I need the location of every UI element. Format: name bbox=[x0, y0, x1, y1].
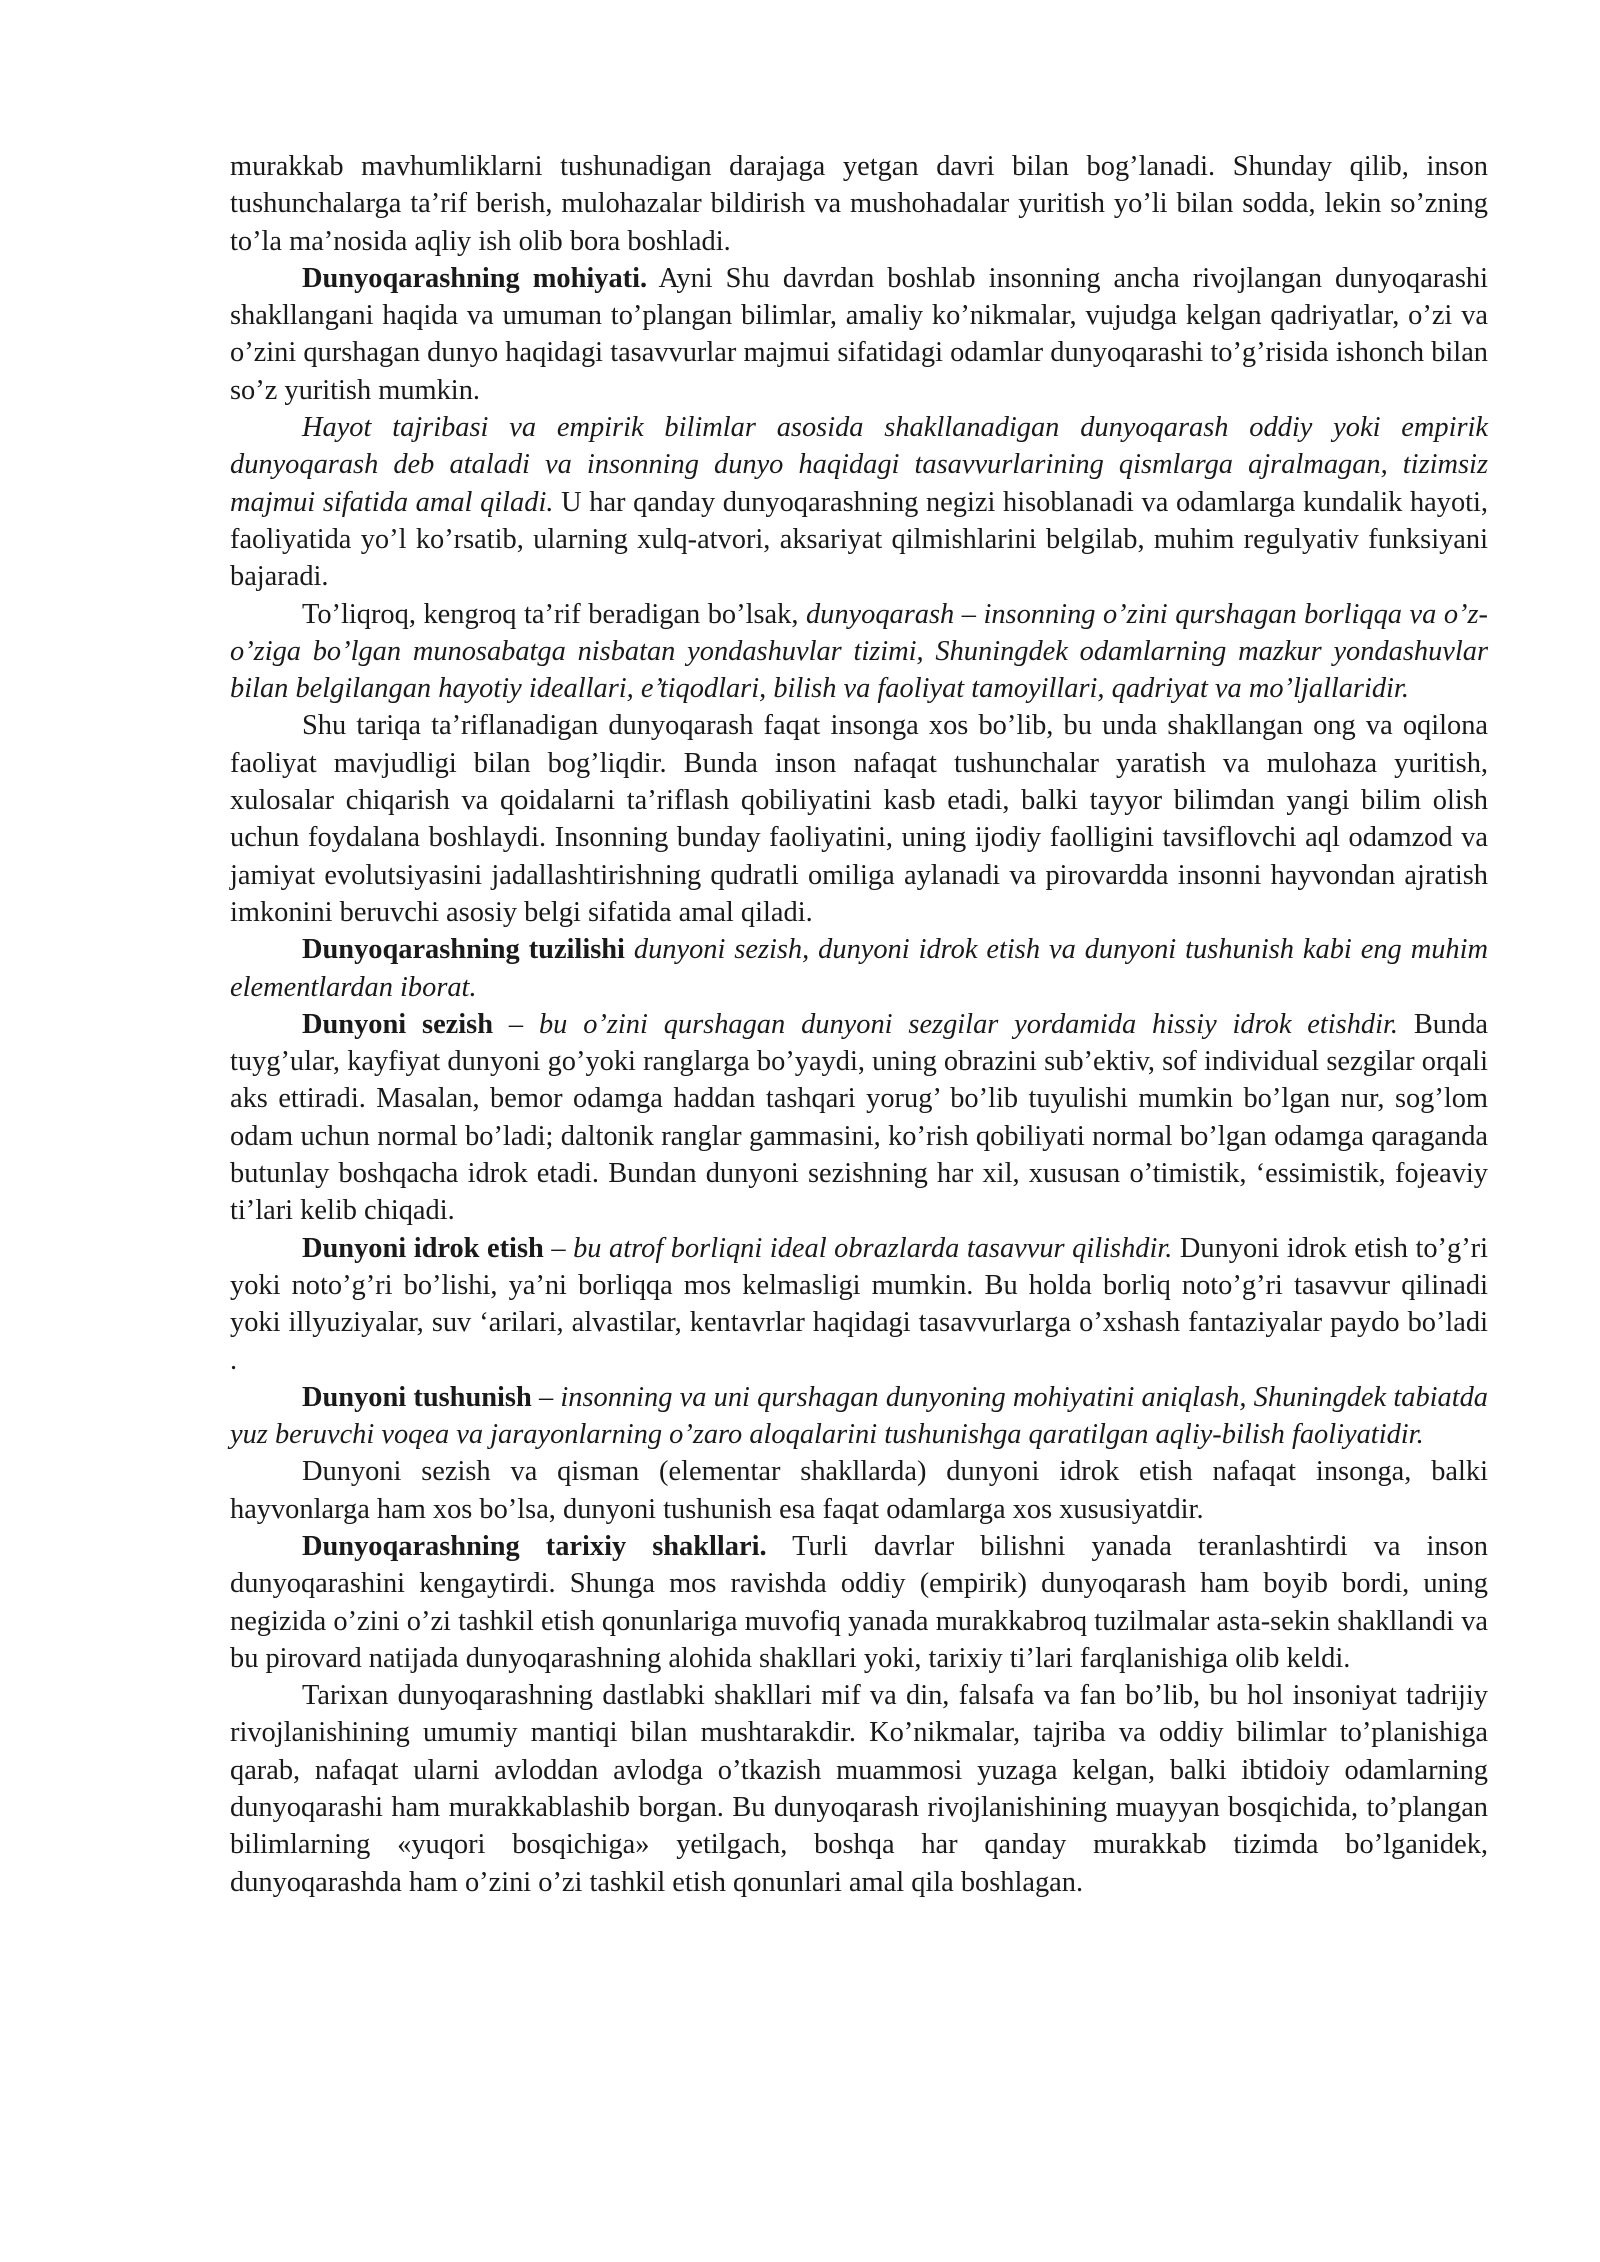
paragraph bbox=[230, 1528, 1488, 1677]
definition-text: bu o’zini qurshagan dunyoni sezgilar yordamida hissiy idrok etishdir. bbox=[538, 1008, 1398, 1040]
paragraph bbox=[230, 148, 1488, 260]
section-heading-historical-forms: Dunyoqarashning tarixiy shakllari. bbox=[302, 1530, 767, 1562]
definition-text: bu atrof borliqni ideal obrazlarda tasavvur qilishdir. bbox=[573, 1232, 1173, 1264]
document-page bbox=[230, 148, 1488, 1901]
body-text: Dunyoni idrok etish to’g’ri yoki noto’g’ri bo’lishi, ya’ni borliqqa mos kelmasligi mumkin. Bu holda borliq noto’g’ri tasavvur qilinadi yoki illyuziyalar, suv ‘arilari, alvastilar, kentavrlar haqidagi tasavvurlarga o’xshash fantaziyalar paydo bo’ladi . bbox=[230, 1232, 1488, 1376]
paragraph bbox=[230, 1677, 1488, 1901]
dash-separator: – bbox=[543, 1232, 574, 1264]
paragraph bbox=[230, 1006, 1488, 1230]
body-text: Tarixan dunyoqarashning dastlabki shakllari mif va din, falsafa va fan bo’lib, bu hol insoniyat tadrijiy rivojlanishining umumiy mantiqi bilan mushtarakdir. Ko’nikmalar, tajriba va oddiy bilimlar to’planishiga qarab, nafaqat ularni avloddan avlodga o’tkazish muammosi yuzaga kelgan, balki ibtidoiy odamlarning dunyoqarashi ham murakkablashib borgan. Bu dunyoqarash rivojlanishining muayyan bosqichida, to’plangan bilimlarning «yuqori bosqichiga» yetilgach, boshqa har qanday murakkab tizimda bo’lganidek, dunyoqarashda ham o’zini o’zi tashkil etish qonunlari amal qila boshlagan. bbox=[230, 1680, 1488, 1898]
term-world-perception: Dunyoni idrok etish bbox=[302, 1232, 544, 1264]
definition-text: Hayot tajribasi va empirik bilimlar asosida shakllanadigan dunyoqarash oddiy yoki empirik dunyoqarash deb ataladi va insonning dunyo haqidagi tasavvurlarining qismlarga ajralmagan, tizimsiz majmui sifatida amal qiladi. bbox=[230, 412, 1488, 518]
definition-text: insonning va uni qurshagan dunyoning mohiyatini aniqlash, Shuningdek tabiatda yuz beruvchi voqea va jarayonlarning o’zaro aloqalarini tushunishga qaratilgan aqliy-bilish faoliyatidir. bbox=[230, 1381, 1488, 1451]
body-text: murakkab mavhumliklarni tushunadigan darajaga yetgan davri bilan bog’lanadi. Shunday qilib, inson tushunchalarga ta’rif berish, mulohazalar bildirish va mushohadalar yuritish yo’li bilan sodda, lekin so’zning to’la ma’nosida aqliy ish olib bora boshladi. bbox=[230, 151, 1488, 257]
dash-separator: – bbox=[531, 1381, 561, 1413]
section-heading-structure: Dunyoqarashning tuzilishi bbox=[302, 934, 625, 966]
section-heading-essence: Dunyoqarashning mohiyati. bbox=[302, 262, 648, 294]
body-text: Turli davrlar bilishni yanada teranlashtirdi va inson dunyoqarashini kengaytirdi. Shunga mos ravishda oddiy (empirik) dunyoqarash ham boyib bordi, uning negizida o’zini o’zi tashkil etish qonunlariga muvofiq yanada murakkabroq tuzilmalar asta-sekin shakllandi va bu pirovard natijada dunyoqarashning alohida shakllari yoki, tarixiy ti’lari farqlanishiga olib keldi. bbox=[230, 1530, 1488, 1674]
paragraph bbox=[230, 1379, 1488, 1454]
paragraph bbox=[230, 1453, 1488, 1528]
body-text: Bunda tuyg’ular, kayfiyat dunyoni go’yoki ranglarga bo’yaydi, uning obrazini sub’ektiv, sof individual sezgilar orqali aks ettiradi. Masalan, bemor odamga haddan tashqari yorug’ bo’lib tuyulishi mumkin bo’lgan nur, sog’lom odam uchun normal bo’ladi; daltonik ranglar gammasini, ko’rish qobiliyati normal bo’lgan odamga qaraganda butunlay boshqacha idrok etadi. Bundan dunyoni sezishning har xil, xususan o’timistik, ‘essimistik, fojeaviy ti’lari kelib chiqadi. bbox=[230, 1008, 1488, 1227]
body-text: To’liqroq, kengroq ta’rif beradigan bo’lsak, bbox=[302, 598, 806, 630]
dash-separator: – bbox=[493, 1008, 539, 1040]
term-world-sensation: Dunyoni sezish bbox=[302, 1008, 493, 1040]
paragraph bbox=[230, 931, 1488, 1006]
body-text: Dunyoni sezish va qisman (elementar shakllarda) dunyoni idrok etish nafaqat insonga, balki hayvonlarga ham xos bo’lsa, dunyoni tushunish esa faqat odamlarga xos xususiyatdir. bbox=[230, 1456, 1488, 1525]
body-text: Shu tariqa ta’riflanadigan dunyoqarash faqat insonga xos bo’lib, bu unda shakllangan ong va oqilona faoliyat mavjudligi bilan bog’liqdir. Bunda inson nafaqat tushunchalar yaratish va mulohaza yuritish, xulosalar chiqarish va qoidalarni ta’riflash qobiliyatini kasb etadi, balki tayyor bilimdan yangi bilim olish uchun foydalana boshlaydi. Insonning bunday faoliyatini, uning ijodiy faolligini tavsiflovchi aql odamzod va jamiyat evolutsiyasini jadallashtirishning qudratli omiliga aylanadi va pirovardda insonni hayvondan ajratish imkonini beruvchi asosiy belgi sifatida amal qiladi. bbox=[230, 710, 1488, 928]
paragraph bbox=[230, 409, 1488, 595]
body-text: Ayni Shu davrdan boshlab insonning ancha rivojlangan dunyoqarashi shakllangani haqida va umuman to’plangan bilimlar, amaliy ko’nikmalar, vujudga kelgan qadriyatlar, o’zi va o’zini qurshagan dunyo haqidagi tasavvurlar majmui sifatidagi odamlar dunyoqarashi to’g’risida ishonch bilan so’z yuritish mumkin. bbox=[230, 262, 1488, 406]
definition-text: dunyoni sezish, dunyoni idrok etish va dunyoni tushunish kabi eng muhim elementlardan iborat. bbox=[230, 934, 1488, 1003]
term-world-understanding: Dunyoni tushunish bbox=[302, 1381, 532, 1413]
paragraph bbox=[230, 260, 1488, 409]
paragraph bbox=[230, 1230, 1488, 1379]
paragraph bbox=[230, 596, 1488, 708]
definition-text: dunyoqarash – insonning o’zini qurshagan borliqqa va o’z-o’ziga bo’lgan munosabatga nisbatan yondashuvlar tizimi, Shuningdek odamlarning mazkur yondashuvlar bilan belgilangan hayotiy ideallari, e’tiqodlari, bilish va faoliyat tamoyillari, qadriyat va mo’ljallaridir. bbox=[230, 598, 1488, 705]
paragraph bbox=[230, 707, 1488, 931]
body-text: U har qanday dunyoqarashning negizi hisoblanadi va odamlarga kundalik hayoti, faoliyatida yo’l ko’rsatib, ularning xulq-atvori, aksariyat qilmishlarini belgilab, muhim regulyativ funksiyani bajaradi. bbox=[230, 486, 1489, 593]
